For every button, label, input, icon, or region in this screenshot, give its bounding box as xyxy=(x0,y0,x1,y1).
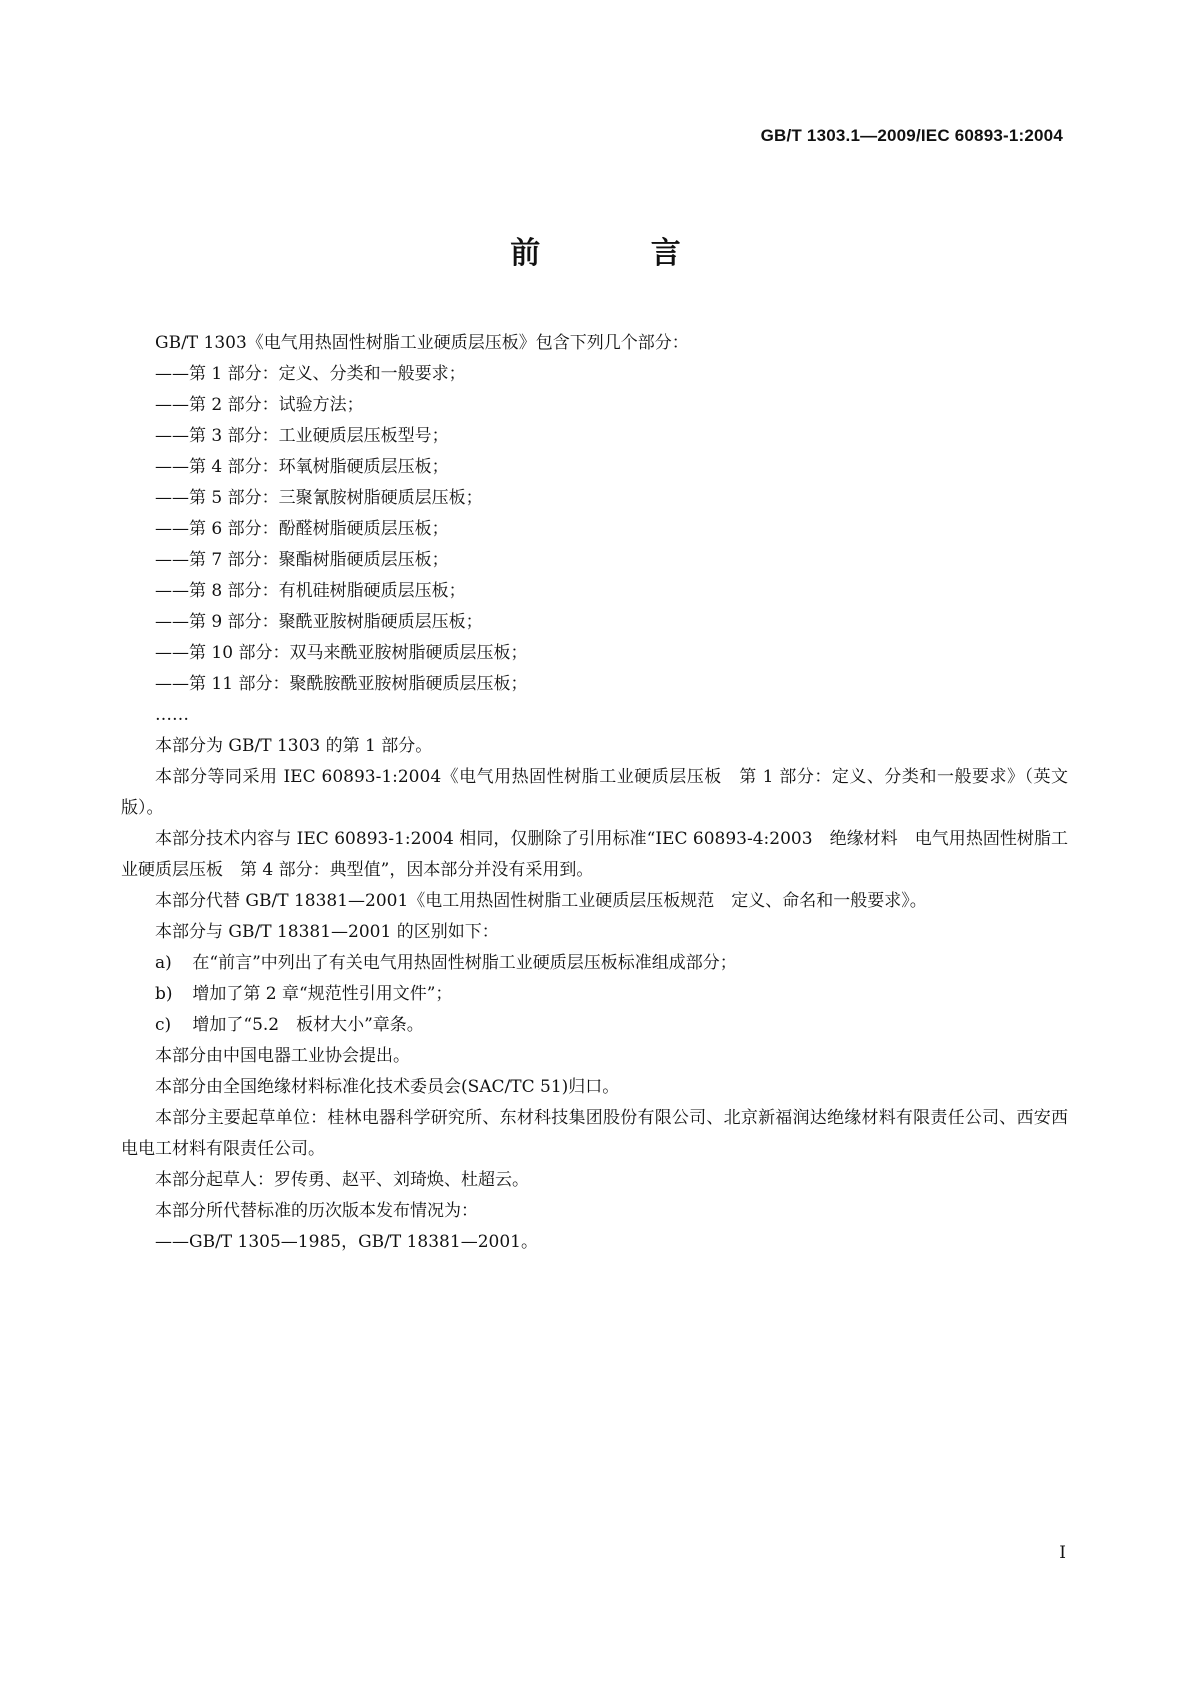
difference-item xyxy=(121,979,1068,1010)
difference-marker: c) xyxy=(155,1015,172,1035)
difference-text: 在“前言”中列出了有关电气用热固性树脂工业硬质层压板标准组成部分； xyxy=(192,953,737,973)
paragraph-technical-content: 本部分技术内容与 IEC 60893-1:2004 相同，仅删除了引用标准“IEC 60893-4:2003 绝缘材料 电气用热固性树脂工业硬质层压板 第 4 部分：典型值”，因本部分并没有采用到。 xyxy=(121,829,1068,880)
paragraph-centralized: 本部分由全国绝缘材料标准化技术委员会(SAC/TC 51)归口。 xyxy=(155,1077,620,1097)
ellipsis: …… xyxy=(155,705,189,725)
paragraph-drafters: 本部分起草人：罗传勇、赵平、刘琦焕、杜超云。 xyxy=(155,1170,529,1190)
part-list-item: ——第 4 部分：环氧树脂硬质层压板； xyxy=(155,457,449,477)
part-list-item: ——第 3 部分：工业硬质层压板型号； xyxy=(155,426,449,446)
intro-paragraph: GB/T 1303《电气用热固性树脂工业硬质层压板》包含下列几个部分： xyxy=(155,333,689,353)
part-list-item: ——第 9 部分：聚酰亚胺树脂硬质层压板； xyxy=(155,612,483,632)
difference-marker: b) xyxy=(155,984,173,1004)
paragraph-proposer: 本部分由中国电器工业协会提出。 xyxy=(155,1046,410,1066)
page-title: 前 言 xyxy=(510,236,731,271)
part-list-item: ——第 6 部分：酚醛树脂硬质层压板； xyxy=(155,519,449,539)
part-list-item: ——第 10 部分：双马来酰亚胺树脂硬质层压板； xyxy=(155,643,528,663)
page-number: I xyxy=(1059,1543,1066,1563)
difference-text: 增加了第 2 章“规范性引用文件”； xyxy=(192,984,453,1004)
standard-number-header: GB/T 1303.1—2009/IEC 60893-1:2004 xyxy=(760,126,1063,145)
history-item: ——GB/T 1305—1985，GB/T 18381—2001。 xyxy=(155,1232,538,1252)
difference-item xyxy=(121,948,1068,979)
foreword-body xyxy=(121,328,1068,1258)
paragraph-adoption: 本部分等同采用 IEC 60893-1:2004《电气用热固性树脂工业硬质层压板 第 1 部分：定义、分类和一般要求》（英文版）。 xyxy=(121,767,1068,818)
difference-marker: a) xyxy=(155,953,172,973)
part-list-item: ——第 8 部分：有机硅树脂硬质层压板； xyxy=(155,581,466,601)
part-list-item: ——第 7 部分：聚酯树脂硬质层压板； xyxy=(155,550,449,570)
paragraph-replacement: 本部分代替 GB/T 18381—2001《电工用热固性树脂工业硬质层压板规范 定义、命名和一般要求》。 xyxy=(155,891,927,911)
part-list-item: ——第 5 部分：三聚氰胺树脂硬质层压板； xyxy=(155,488,483,508)
difference-text: 增加了“5.2 板材大小”章条。 xyxy=(192,1015,424,1035)
paragraph-part-number: 本部分为 GB/T 1303 的第 1 部分。 xyxy=(155,736,433,756)
part-list-item: ——第 11 部分：聚酰胺酰亚胺树脂硬质层压板； xyxy=(155,674,528,694)
difference-item xyxy=(121,1010,1068,1041)
paragraph-differences-intro: 本部分与 GB/T 18381—2001 的区别如下： xyxy=(155,922,499,942)
part-list-item: ——第 1 部分：定义、分类和一般要求； xyxy=(155,364,466,384)
paragraph-history-intro: 本部分所代替标准的历次版本发布情况为： xyxy=(155,1201,478,1221)
part-list-item: ——第 2 部分：试验方法； xyxy=(155,395,364,415)
paragraph-drafting-units: 本部分主要起草单位：桂林电器科学研究所、东材科技集团股份有限公司、北京新福润达绝缘材料有限责任公司、西安西电电工材料有限责任公司。 xyxy=(121,1108,1068,1159)
